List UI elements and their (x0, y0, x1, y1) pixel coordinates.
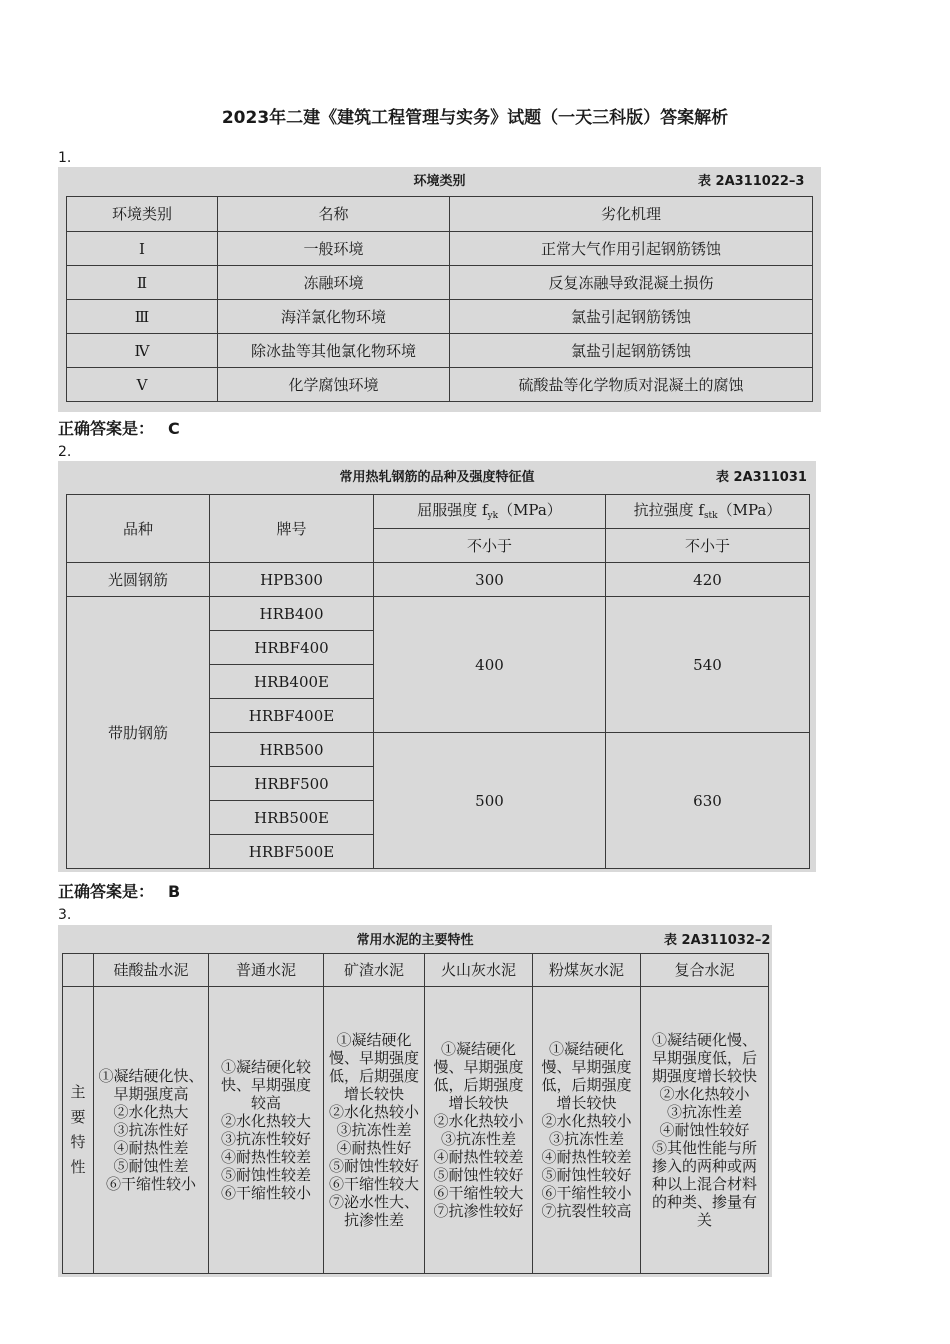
table-cell: HRB500 (210, 733, 374, 767)
table-cell: 光圆钢筋 (67, 563, 210, 597)
property-line: ⑤耐蚀性较差 (220, 1166, 311, 1184)
table-cell: 海洋氯化物环境 (218, 300, 450, 334)
property-line: ①凝结硬化慢、 (651, 1031, 757, 1049)
property-line: ⑤耐蚀性较好 (328, 1157, 419, 1175)
rebar-strength-table (66, 494, 810, 869)
column-header: 环境类别 (67, 197, 218, 232)
property-line: ⑦泌水性大、 (328, 1193, 419, 1211)
property-line: 增长较快 (556, 1094, 617, 1112)
table-cell: HRBF500 (210, 767, 374, 801)
property-line: ④耐热性较差 (541, 1148, 632, 1166)
table-caption: 常用热轧钢筋的品种及强度特征值 (339, 470, 535, 485)
answer-label: 正确答案是： (58, 419, 155, 438)
column-subheader: 不小于 (606, 529, 810, 563)
table-row (67, 232, 813, 266)
property-line: ④耐热性较差 (220, 1148, 311, 1166)
answer-line (58, 879, 180, 902)
property-line: ①凝结硬化 (440, 1040, 516, 1058)
property-line: 抗渗性差 (343, 1211, 404, 1229)
property-list-cell (209, 987, 324, 1274)
property-line: ②水化热较小 (433, 1112, 524, 1130)
table-cell: 540 (606, 597, 810, 733)
property-line: ⑥干缩性较小 (105, 1175, 196, 1193)
property-line: ②水化热较小 (328, 1103, 419, 1121)
property-line: 早期强度低，后 (651, 1049, 757, 1067)
table-cell: HRBF400 (210, 631, 374, 665)
corner-cell (63, 954, 94, 987)
property-line: ①凝结硬化快、 (98, 1067, 204, 1085)
question-number: 2. (58, 444, 72, 460)
table-cell: 一般环境 (218, 232, 450, 266)
column-header: 品种 (67, 495, 210, 563)
column-header: 名称 (218, 197, 450, 232)
property-line: 的种类、掺量有 (651, 1193, 757, 1211)
property-list-cell (533, 987, 641, 1274)
property-line: ③抗冻性较好 (220, 1130, 311, 1148)
table-cell: 400 (374, 597, 606, 733)
property-list-cell (425, 987, 533, 1274)
property-line: 增长较快 (448, 1094, 509, 1112)
column-header: 牌号 (210, 495, 374, 563)
table-cell: 化学腐蚀环境 (218, 368, 450, 402)
table-reference: 表 2A311032–2 (664, 933, 771, 948)
table-cell: 氯盐引起钢筋锈蚀 (450, 300, 813, 334)
table-cell: Ⅰ (67, 232, 218, 266)
property-line: 快、早期强度 (220, 1076, 311, 1094)
answer-value: B (168, 882, 181, 901)
property-line: ②水化热较小 (659, 1085, 750, 1103)
property-line: 低，后期强度 (328, 1067, 419, 1085)
table-caption: 常用水泥的主要特性 (356, 933, 474, 948)
table-cell: HRB500E (210, 801, 374, 835)
table-cell: Ⅱ (67, 266, 218, 300)
property-line: ①凝结硬化 (336, 1031, 412, 1049)
question-number: 1. (58, 150, 72, 166)
table-cell: Ⅲ (67, 300, 218, 334)
property-line: ②水化热大 (113, 1103, 189, 1121)
property-line: ⑤耐蚀性差 (113, 1157, 189, 1175)
property-line: ⑤耐蚀性较好 (541, 1166, 632, 1184)
property-line: ⑦抗裂性较高 (541, 1202, 632, 1220)
table-cell: HPB300 (210, 563, 374, 597)
table-row (63, 987, 769, 1274)
column-header-tensile: 抗拉强度 $f_{stk}(MPa)$ (606, 495, 810, 529)
table-cell: Ⅳ (67, 334, 218, 368)
table-row (67, 300, 813, 334)
property-list-cell (94, 987, 209, 1274)
table-row (67, 597, 810, 631)
property-line: ②水化热较小 (541, 1112, 632, 1130)
table-cell: Ⅴ (67, 368, 218, 402)
property-list-cell (641, 987, 769, 1274)
table-cell: 500 (374, 733, 606, 869)
table-cell: 除冰盐等其他氯化物环境 (218, 334, 450, 368)
table-row (67, 563, 810, 597)
property-line: 增长较快 (343, 1085, 404, 1103)
table-cell: HRBF400E (210, 699, 374, 733)
property-line: 低，后期强度 (433, 1076, 524, 1094)
answer-line (58, 416, 180, 439)
property-line: ②水化热较大 (220, 1112, 311, 1130)
property-line: 种以上混合材料 (651, 1175, 757, 1193)
row-label (63, 987, 94, 1274)
column-header: 劣化机理 (450, 197, 813, 232)
table-cell: 带肋钢筋 (67, 597, 210, 869)
property-line: 早期强度高 (113, 1085, 189, 1103)
property-line: ③抗冻性差 (666, 1103, 742, 1121)
table-cell: 冻融环境 (218, 266, 450, 300)
property-line: 低，后期强度 (541, 1076, 632, 1094)
table-row (67, 334, 813, 368)
property-line: ④耐蚀性较好 (659, 1121, 750, 1139)
property-line: ⑤耐蚀性较好 (433, 1166, 524, 1184)
column-subheader: 不小于 (374, 529, 606, 563)
property-line: ④耐热性差 (113, 1139, 189, 1157)
property-line: 关 (696, 1211, 712, 1229)
answer-label: 正确答案是： (58, 882, 155, 901)
table-cell: 氯盐引起钢筋锈蚀 (450, 334, 813, 368)
property-line: ⑥干缩性较小 (220, 1184, 311, 1202)
table-cell: 630 (606, 733, 810, 869)
property-line: 慢、早期强度 (328, 1049, 419, 1067)
row-label-text: 主要特性 (70, 1083, 86, 1176)
table-reference: 表 2A311022–3 (698, 174, 805, 189)
property-list-cell (324, 987, 425, 1274)
table-cell: 300 (374, 563, 606, 597)
cement-properties-table (62, 953, 769, 1274)
property-line: ③抗冻性差 (336, 1121, 412, 1139)
property-line: ⑤其他性能与所 (651, 1139, 757, 1157)
column-header: 粉煤灰水泥 (533, 954, 641, 987)
table-cell: 反复冻融导致混凝土损伤 (450, 266, 813, 300)
answer-value: C (168, 419, 180, 438)
table-row (67, 266, 813, 300)
property-line: ④耐热性较差 (433, 1148, 524, 1166)
property-line: 掺入的两种或两 (651, 1157, 757, 1175)
table-cell: 正常大气作用引起钢筋锈蚀 (450, 232, 813, 266)
column-header: 普通水泥 (209, 954, 324, 987)
page-title: 2023年二建《建筑工程管理与实务》试题（一天三科版）答案解析 (221, 108, 729, 128)
property-line: ③抗冻性差 (548, 1130, 624, 1148)
table-row (67, 368, 813, 402)
property-line: ①凝结硬化较 (220, 1058, 311, 1076)
property-line: ①凝结硬化 (548, 1040, 624, 1058)
column-header: 硅酸盐水泥 (94, 954, 209, 987)
property-line: ③抗冻性差 (440, 1130, 516, 1148)
table-caption: 环境类别 (413, 174, 466, 189)
property-line: ⑥干缩性较大 (328, 1175, 419, 1193)
property-line: 慢、早期强度 (433, 1058, 524, 1076)
environment-category-table (66, 196, 813, 402)
table-cell: HRB400E (210, 665, 374, 699)
property-line: ③抗冻性好 (113, 1121, 189, 1139)
question-number: 3. (58, 907, 72, 923)
column-header: 火山灰水泥 (425, 954, 533, 987)
table-cell: 420 (606, 563, 810, 597)
column-header: 复合水泥 (641, 954, 769, 987)
column-header-yield: 屈服强度 $f_{yk}(MPa)$ (374, 495, 606, 529)
table-cell: 硫酸盐等化学物质对混凝土的腐蚀 (450, 368, 813, 402)
property-line: 较高 (250, 1094, 281, 1112)
property-line: ⑥干缩性较小 (541, 1184, 632, 1202)
table-cell: HRBF500E (210, 835, 374, 869)
property-line: 期强度增长较快 (651, 1067, 757, 1085)
property-line: ⑥干缩性较大 (433, 1184, 524, 1202)
property-line: 慢、早期强度 (541, 1058, 632, 1076)
property-line: ⑦抗渗性较好 (433, 1202, 524, 1220)
table-cell: HRB400 (210, 597, 374, 631)
column-header: 矿渣水泥 (324, 954, 425, 987)
property-line: ④耐热性好 (336, 1139, 412, 1157)
table-reference: 表 2A311031 (716, 470, 807, 485)
